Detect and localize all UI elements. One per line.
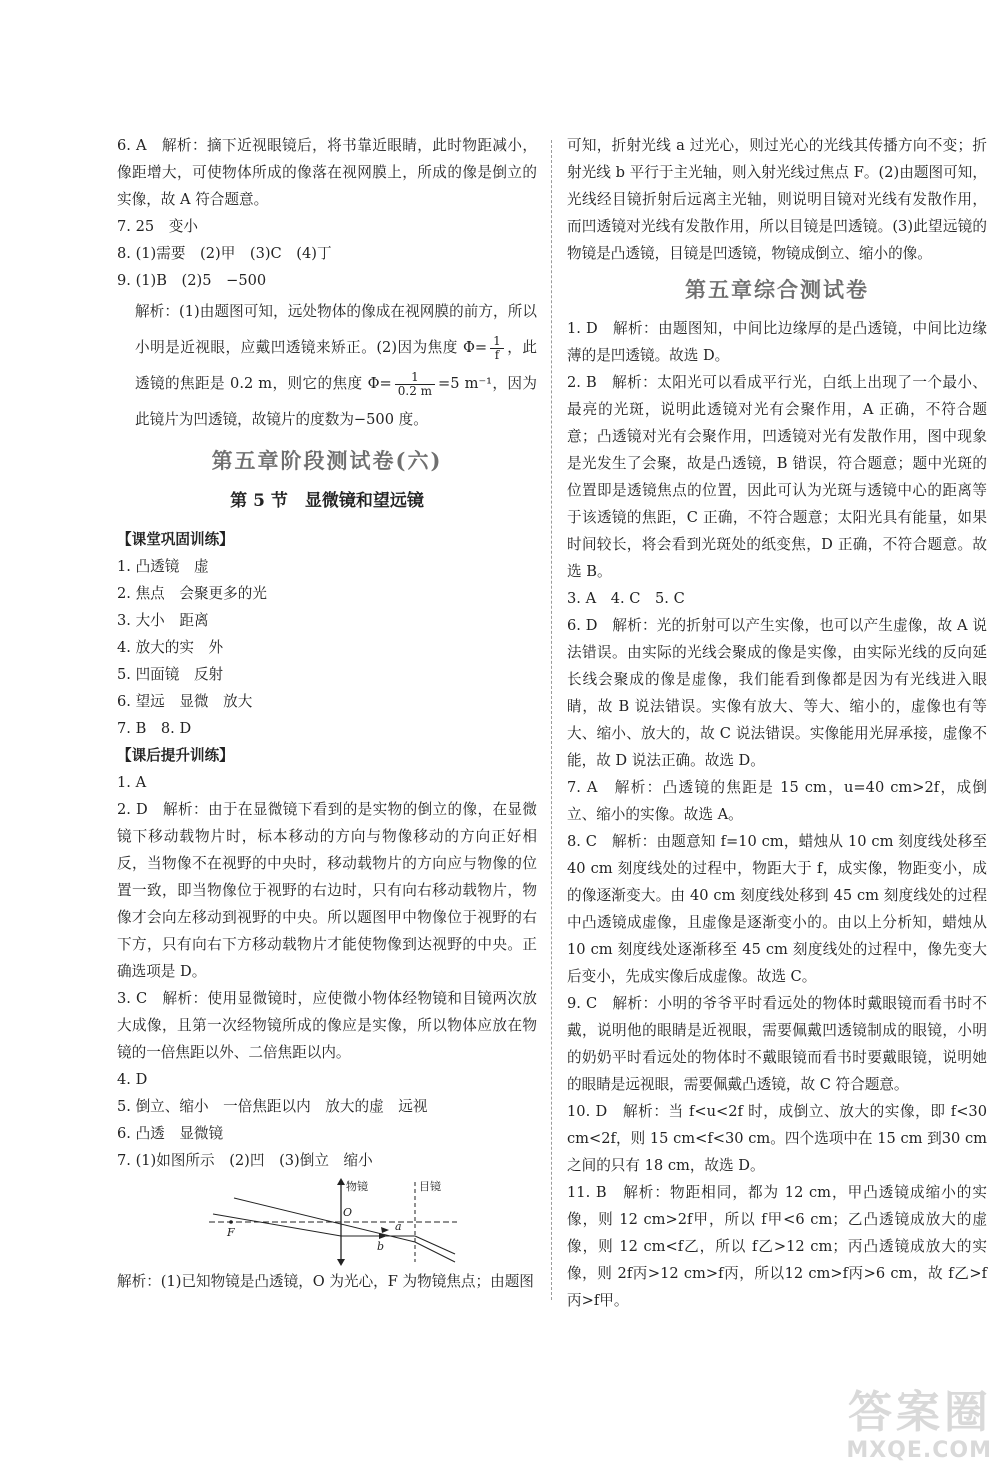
section-heading: 【课堂巩固训练】 <box>117 531 234 548</box>
objective-label: 物镜 <box>346 1180 368 1193</box>
list-item <box>117 985 537 1066</box>
lens-arrow-top <box>337 1178 345 1185</box>
fraction <box>395 371 435 398</box>
answer-9-explanation <box>117 294 537 438</box>
list-item: 6. 望远 显微 放大 <box>117 693 253 710</box>
left-column <box>117 132 537 1295</box>
list-item: 6. 凸透 显微镜 <box>117 1125 224 1142</box>
list-item <box>567 828 987 990</box>
right-column <box>567 132 987 1314</box>
continued-explanation: 可知，折射光线 a 过光心，则过光心的光线其传播方向不变；折射光线 b 平行于主光轴，则入射光线过焦点 F。(2)由题图可知，光线经目镜折射后远离主光轴，则说明目镜对光线有发散作用，而凹透镜对光线有发散作用，所以目镜是凹透镜。(3)此望远镜的物镜是凸透镜，目镜是凹透镜，物镜成倒立、缩小的像。 <box>567 137 987 262</box>
list-item: 1. 凸透镜 虚 <box>117 558 209 575</box>
section-heading: 【课后提升训练】 <box>117 747 234 764</box>
answer-key: 11. B <box>567 1184 607 1201</box>
answer-9: 9. (1)B (2)5 −500 <box>117 272 267 289</box>
explanation-text: 解析：由题意知 f=10 cm，蜡烛从 10 cm 刻度线处移至 40 cm 刻度线处的过程中，物距大于 f，成实像，物距变小，成的像逐渐变大。由 40 cm 刻度线处移到 45 cm 刻度线处的过程中凸透镜成虚像，且虚像是逐渐变小的。由以上分析知，蜡烛从10 cm 刻度线处逐渐移至 45 cm 刻度线处的过程中，像先变大后变小，先成实像后成虚像。故选 C。 <box>567 833 987 985</box>
explanation-text: =5 m⁻¹，因为此镜片为凹透镜，故镜片的度数为−500 度。 <box>135 375 537 428</box>
list-item <box>567 990 987 1098</box>
list-item <box>567 315 987 369</box>
subsection-title: 第 5 节 显微镜和望远镜 <box>230 491 424 511</box>
explanation-text: 解析：光的折射可以产生实像，也可以产生虚像，故 A 说法错误。由实际的光线会聚成的像是实像，由实际光线的反向延长线会聚成的像是虚像，我们能看到像都是因为有光线进入眼睛，故 B 说法错误。实像有放大、等大、缩小的，虚像也有等大、缩小、放大的，故 C 说法错误。实像能用光屏承接，虚像不能，故 D 说法正确。故选 D。 <box>567 617 987 769</box>
answer-8: 8. (1)需要 (2)甲 (3)C (4)丁 <box>117 245 332 262</box>
explanation-text: 解析：小明的爷爷平时看远处的物体时戴眼镜而看书时不戴，说明他的眼睛是近视眼，需要佩戴凹透镜制成的眼镜，小明的奶奶平时看远处的物体时不戴眼镜而看书时要戴眼镜，说明她的眼睛是远视眼，需要佩戴凸透镜，故 C 符合题意。 <box>567 995 987 1093</box>
list-item: 7. (1)如图所示 (2)凹 (3)倒立 缩小 <box>117 1152 373 1169</box>
ray-a <box>234 1198 415 1242</box>
ray-a-label: a <box>395 1220 402 1233</box>
section-title: 第五章阶段测试卷(六) <box>211 448 443 473</box>
fraction-denominator: 0.2 m <box>397 383 433 398</box>
list-item: 5. 凹面镜 反射 <box>117 666 224 683</box>
focus-label: F <box>227 1226 235 1239</box>
list-item <box>567 585 987 612</box>
center-label: O <box>343 1206 353 1219</box>
answer-key: 3. A 4. C 5. C <box>567 590 685 607</box>
lens-arrow-bottom <box>337 1259 345 1266</box>
list-item: 1. A <box>117 774 147 791</box>
answer-key: 8. C <box>567 833 597 850</box>
answer-7-explanation: 解析：(1)已知物镜是凸透镜，O 为光心，F 为物镜焦点；由题图 <box>117 1273 534 1290</box>
fraction <box>490 335 504 362</box>
list-item: 4. 放大的实 外 <box>117 639 224 656</box>
explanation-text: 解析：使用显微镜时，应使微小物体经物镜和目镜两次放大成像，且第一次经物镜所成的像应是实像，所以物体应放在物镜的一倍焦距以外、二倍焦距以内。 <box>117 990 537 1061</box>
explanation-text: 解析：摘下近视眼镜后，将书靠近眼睛，此时物距减小，像距增大，可使物体所成的像落在视网膜上，所成的像是倒立的实像，故 A 符合题意。 <box>117 137 537 208</box>
answer-key: 2. D <box>117 801 148 818</box>
fraction-numerator: 1 <box>395 371 435 385</box>
explanation-text: 解析：由题图知，中间比边缘厚的是凸透镜，中间比边缘薄的是凹透镜。故选 D。 <box>567 320 987 364</box>
fraction-numerator: 1 <box>490 335 504 349</box>
ray-a-arrow <box>381 1227 389 1233</box>
answer-key: 2. B <box>567 374 597 391</box>
explanation-text: ，此透镜的焦距是 0.2 m，则它的焦度 Φ= <box>135 339 537 392</box>
explanation-text: 解析：物距相同，都为 12 cm，甲凸透镜成缩小的实像，则 12 cm>2f甲，所以 f甲<6 cm；乙凸透镜成放大的虚像，则 12 cm<f乙，所以 f乙>12 cm；丙凸透镜成放大的实像，则 2f丙>12 cm>f丙，所以12 cm>f丙>6 cm，故 f乙>f丙>f甲。 <box>567 1184 987 1309</box>
answer-key: 6. A <box>117 137 147 154</box>
list-item <box>567 612 987 774</box>
answer-7: 7. 25 变小 <box>117 218 198 235</box>
list-item: 3. 大小 距离 <box>117 612 209 629</box>
answer-key: 6. D <box>567 617 598 634</box>
list-item: 4. D <box>117 1071 148 1088</box>
list-item <box>567 774 987 828</box>
eyepiece-label: 目镜 <box>419 1180 441 1193</box>
watermark-logo <box>846 1388 992 1463</box>
answer-key: 9. C <box>567 995 598 1012</box>
watermark-text: 答案圈 <box>848 1387 992 1438</box>
fraction-denominator: f <box>494 347 500 362</box>
watermark-url: MXQE.COM <box>846 1438 992 1463</box>
ray-b-label: b <box>377 1240 385 1253</box>
list-item <box>567 1098 987 1179</box>
answer-6 <box>117 132 537 213</box>
explanation-text: 解析：由于在显微镜下看到的是实物的倒立的像，在显微镜下移动载物片时，标本移动的方向与物像移动的方向正好相反，当物像不在视野的中央时，移动载物片的方向应与物像的位置一致，即当物像位于视野的右边时，只有向右移动载物片，物像才会向左移动到视野的中央。所以题图甲中物像位于视野的右下方，只有向右下方移动载物片才能使物像到达视野的中央。正确选项是 D。 <box>117 801 537 980</box>
explanation-text: 解析：凸透镜的焦距是 15 cm，u=40 cm>2f，成倒立、缩小的实像。故选 A。 <box>567 779 987 823</box>
list-item: 2. 焦点 会聚更多的光 <box>117 585 267 602</box>
list-item <box>117 796 537 985</box>
column-divider <box>551 140 552 1300</box>
answer-key: 1. D <box>567 320 598 337</box>
answer-key: 3. C <box>117 990 148 1007</box>
explanation-text: 解析：(1)由题图可知，远处物体的像成在视网膜的前方，所以小明是近视眼，应戴凹透镜来矫正。(2)因为焦度 Φ= <box>135 303 537 356</box>
focus-point <box>229 1220 233 1224</box>
answer-key: 10. D <box>567 1103 608 1120</box>
explanation-text: 解析：太阳光可以看成平行光，白纸上出现了一个最小、最亮的光斑，说明此透镜对光有会聚作用，A 正确，不符合题意；凸透镜对光有会聚作用，凹透镜对光有发散作用，图中现象是光发生了会聚，故是凸透镜，B 错误，符合题意；题中光斑的位置即是透镜焦点的位置，因此可认为光斑与透镜中心的距离等于该透镜的焦距，C 正确，不符合题意；太阳光具有能量，如果时间较长，将会看到光斑处的纸变焦，D 正确，不符合题意。故选 B。 <box>567 374 987 580</box>
telescope-diagram <box>209 1176 459 1268</box>
section-title: 第五章综合测试卷 <box>685 277 869 302</box>
list-item <box>567 1179 987 1314</box>
list-item <box>567 369 987 585</box>
explanation-text: 解析：当 f<u<2f 时，成倒立、放大的实像，即 f<30 cm<2f，则 15 cm<f<30 cm。四个选项中在 15 cm 到30 cm之间的只有 18 cm，故选 D。 <box>567 1103 987 1174</box>
list-item: 7. B 8. D <box>117 720 192 737</box>
list-item: 5. 倒立、缩小 一倍焦距以内 放大的虚 远视 <box>117 1098 428 1115</box>
answer-key: 7. A <box>567 779 598 796</box>
